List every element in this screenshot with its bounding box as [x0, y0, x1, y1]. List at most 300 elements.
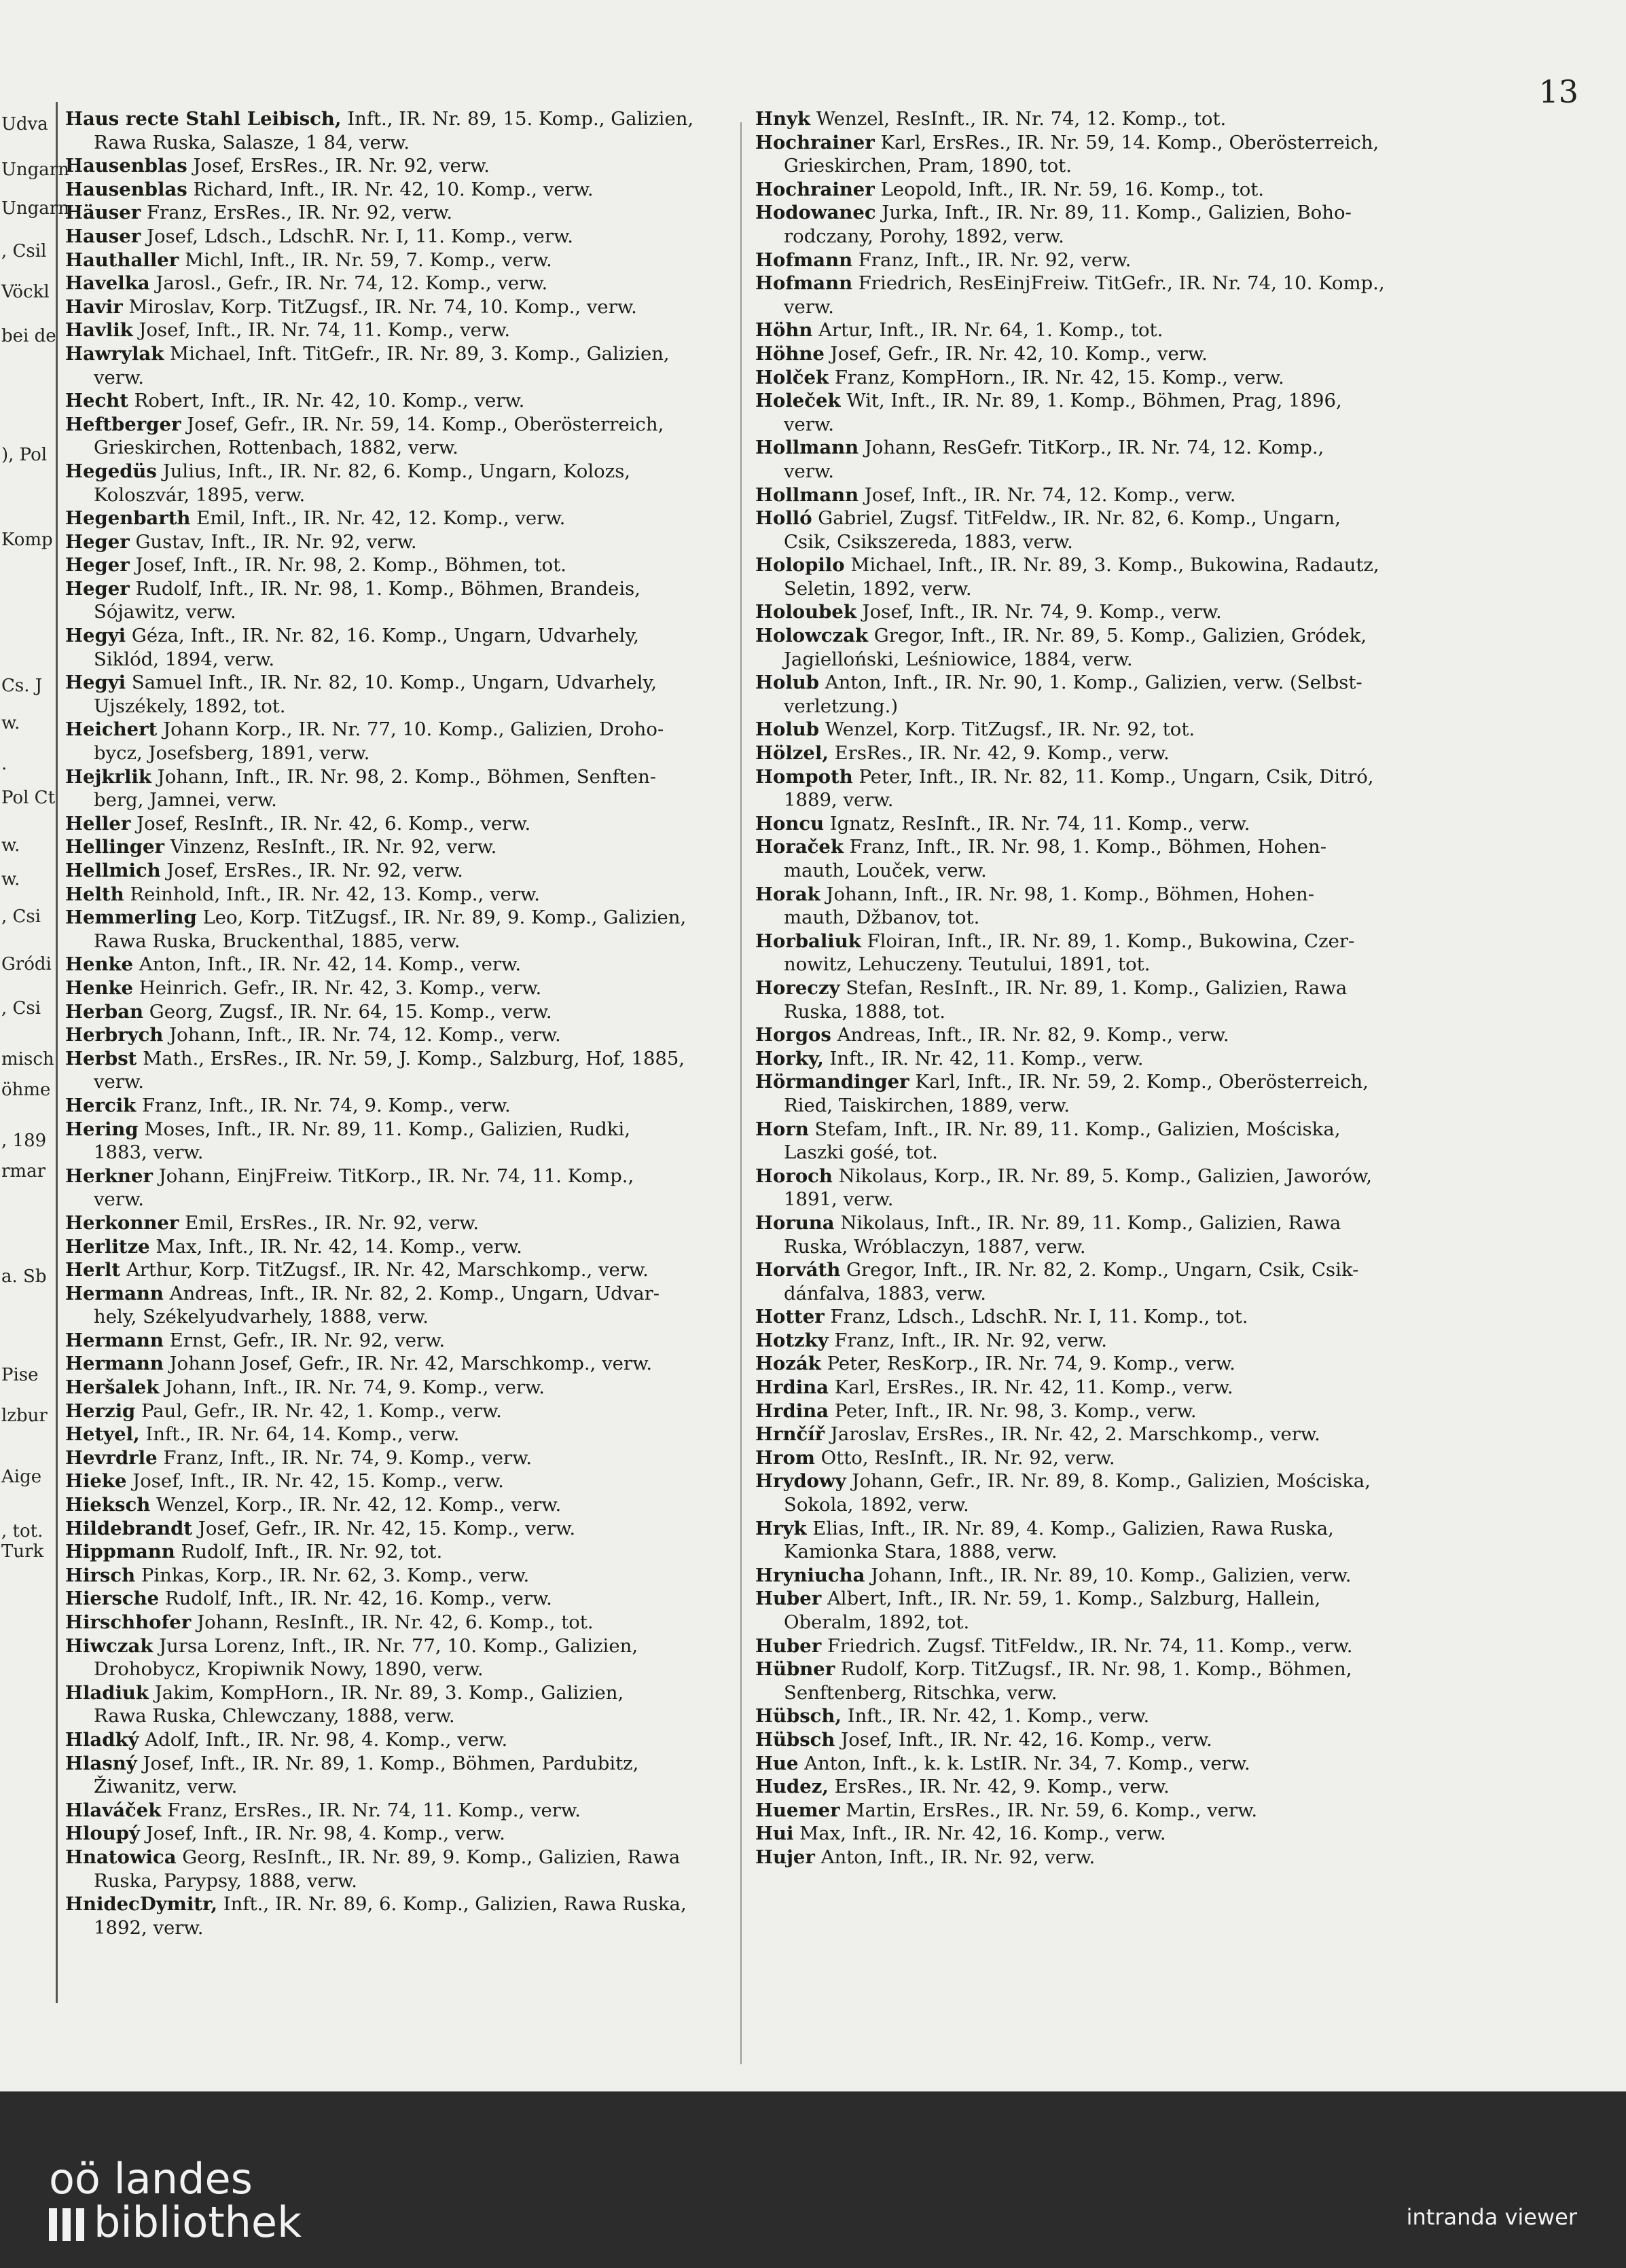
entry-details: ErsRes., IR. Nr. 42, 9. Komp., verw.	[828, 742, 1170, 765]
entry-line	[65, 1540, 751, 1564]
entry-details: Wit, Inft., IR. Nr. 89, 1. Komp., Böhmen, Prag, 1896,	[840, 390, 1342, 412]
entry-details: Rudolf, Inft., IR. Nr. 92, tot.	[175, 1541, 443, 1563]
entry-line	[65, 1611, 751, 1634]
entry-line	[755, 1446, 1441, 1470]
entry-line	[65, 835, 751, 859]
entry-details: Emil, Inft., IR. Nr. 42, 12. Komp., verw.	[190, 507, 566, 530]
entry-details: Josef, ErsRes., IR. Nr. 92, verw.	[187, 155, 490, 177]
entry-line	[65, 742, 751, 765]
entry-details: Nikolaus, Inft., IR. Nr. 89, 11. Komp., Galizien, Rawa	[834, 1211, 1341, 1234]
entry-surname: Hawrylak	[65, 342, 164, 365]
entry-line	[755, 859, 1441, 883]
entry-line	[65, 483, 751, 507]
entry-surname: Hui	[755, 1823, 794, 1845]
entry-details: Jarosl., Gefr., IR. Nr. 74, 12. Komp., verw.	[149, 272, 548, 295]
entry-details: mauth, Louček, verw.	[784, 860, 987, 881]
entry-surname: Hörmandinger	[755, 1071, 909, 1093]
entry-surname: Hirsch	[65, 1564, 136, 1586]
entry-surname: Herban	[65, 1000, 144, 1023]
entry-surname: Hrnčíř	[755, 1423, 825, 1446]
entry-details: Michl, Inft., IR. Nr. 59, 7. Komp., verw.	[179, 249, 552, 271]
entry-details: Rudolf, Inft., IR. Nr. 98, 1. Komp., Böhmen, Brandeis,	[129, 577, 640, 600]
entry-surname: Holoubek	[755, 601, 856, 623]
margin-fragment: bei de	[1, 326, 56, 346]
entry-surname: Hölzel,	[755, 742, 829, 765]
entry-line	[755, 1634, 1441, 1658]
entry-details: mauth, Džbanov, tot.	[784, 907, 980, 929]
entry-details: Kamionka Stara, 1888, verw.	[784, 1541, 1058, 1563]
entry-details: Heinrich. Gefr., IR. Nr. 42, 3. Komp., verw.	[133, 976, 542, 999]
column-divider	[740, 122, 742, 2064]
entry-surname: Hofmann	[755, 272, 853, 295]
entry-line	[755, 1000, 1441, 1024]
entry-surname: Hauthaller	[65, 249, 179, 271]
entry-line	[65, 671, 751, 695]
entry-details: Anton, Inft., IR. Nr. 92, verw.	[814, 1846, 1096, 1868]
entry-line	[65, 1188, 751, 1211]
entry-line	[755, 930, 1441, 953]
entry-surname: Holowczak	[755, 625, 869, 647]
entry-details: Csik, Csikszereda, 1883, verw.	[784, 530, 1073, 553]
entry-line	[65, 600, 751, 624]
entry-details: Franz, Inft., IR. Nr. 98, 1. Komp., Böhmen, Hohen-	[843, 836, 1327, 858]
entry-line	[755, 1799, 1441, 1823]
entry-line	[65, 131, 751, 155]
entry-line	[755, 835, 1441, 859]
entry-surname: Henke	[65, 953, 134, 976]
entry-details: Pinkas, Korp., IR. Nr. 62, 3. Komp., verw.	[135, 1564, 530, 1586]
entry-surname: Hegyi	[65, 625, 126, 647]
entry-details: Jagielloński, Leśniowice, 1884, verw.	[784, 648, 1133, 670]
entry-surname: Hollmann	[755, 483, 859, 506]
entry-line	[65, 507, 751, 530]
entry-details: verletzung.)	[784, 695, 899, 717]
entry-surname: Hejkrlik	[65, 765, 151, 788]
entry-details: Martin, ErsRes., IR. Nr. 59, 6. Komp., verw.	[839, 1799, 1258, 1821]
entry-details: Georg, Zugsf., IR. Nr. 64, 15. Komp., verw.	[143, 1000, 552, 1023]
entry-surname: Hochrainer	[755, 178, 875, 200]
entry-line	[755, 225, 1441, 249]
entry-line	[65, 1728, 751, 1752]
entry-surname: Heršalek	[65, 1376, 160, 1399]
entry-details: Nikolaus, Korp., IR. Nr. 89, 5. Komp., Galizien, Jaworów,	[832, 1165, 1372, 1187]
entry-surname: Hryniucha	[755, 1564, 865, 1586]
entry-details: Josef, Inft., IR. Nr. 42, 16. Komp., verw.	[835, 1728, 1212, 1751]
margin-fragment: w.	[1, 869, 20, 890]
entry-line	[65, 1587, 751, 1611]
entry-line	[755, 1094, 1441, 1118]
entry-details: Stefam, Inft., IR. Nr. 89, 11. Komp., Galizien, Mościska,	[808, 1118, 1341, 1140]
entry-line	[755, 1329, 1441, 1353]
right-column	[755, 107, 1441, 1869]
entry-details: Math., ErsRes., IR. Nr. 59, J. Komp., Salzburg, Hof, 1885,	[137, 1047, 685, 1069]
entry-surname: Hryk	[755, 1517, 807, 1539]
entry-line	[755, 436, 1441, 460]
entry-line	[65, 1493, 751, 1517]
entry-surname: Horuna	[755, 1211, 835, 1234]
entry-line	[755, 1681, 1441, 1705]
entry-details: 1892, verw.	[94, 1916, 204, 1939]
entry-line	[755, 483, 1441, 507]
entry-line	[755, 812, 1441, 836]
entry-details: Peter, Inft., IR. Nr. 82, 11. Komp., Ungarn, Csik, Ditró,	[852, 765, 1374, 788]
entry-details: Ujszékely, 1892, tot.	[94, 695, 286, 717]
margin-fragment: ), Pol	[1, 445, 48, 465]
entry-surname: Hübsch,	[755, 1705, 842, 1727]
entry-line	[65, 1846, 751, 1869]
entry-line	[65, 577, 751, 601]
entry-line	[65, 1094, 751, 1118]
entry-details: Adolf, Inft., IR. Nr. 98, 4. Komp., verw.	[139, 1728, 508, 1751]
entry-details: Jakim, KompHorn., IR. Nr. 89, 3. Komp., Galizien,	[148, 1681, 624, 1704]
entry-line	[755, 342, 1441, 366]
margin-fragment: öhme	[1, 1080, 51, 1100]
entry-line	[755, 1211, 1441, 1235]
entry-surname: Hausenblas	[65, 155, 187, 177]
entry-surname: Hermann	[65, 1329, 164, 1351]
entry-line	[755, 1517, 1441, 1541]
entry-surname: Herkonner	[65, 1211, 179, 1234]
entry-surname: Holček	[755, 366, 829, 388]
entry-details: Albert, Inft., IR. Nr. 59, 1. Komp., Salzburg, Hallein,	[821, 1588, 1321, 1610]
entry-line	[65, 1023, 751, 1047]
entry-line	[65, 1634, 751, 1658]
entry-line	[65, 249, 751, 272]
entry-line	[65, 624, 751, 648]
entry-line	[755, 1493, 1441, 1517]
entry-surname: Hudez,	[755, 1776, 829, 1798]
entry-line	[65, 1658, 751, 1681]
entry-details: Michael, Inft., IR. Nr. 89, 3. Komp., Bukowina, Radautz,	[844, 554, 1379, 577]
entry-line	[755, 1658, 1441, 1681]
entry-surname: Hübsch	[755, 1728, 835, 1751]
entry-details: Oberalm, 1892, tot.	[784, 1611, 970, 1633]
entry-details: Emil, ErsRes., IR. Nr. 92, verw.	[179, 1211, 480, 1234]
entry-surname: Heftberger	[65, 413, 181, 435]
entry-surname: Hellmich	[65, 860, 161, 881]
entry-line	[65, 342, 751, 366]
page-number: 13	[1538, 73, 1578, 110]
entry-surname: Hloupý	[65, 1823, 140, 1845]
entry-details: Inft., IR. Nr. 89, 6. Komp., Galizien, Rawa Ruska,	[217, 1893, 687, 1916]
entry-details: Robert, Inft., IR. Nr. 42, 10. Komp., verw.	[128, 390, 525, 412]
entry-line	[755, 530, 1441, 554]
entry-details: Johann, Inft., IR. Nr. 89, 10. Komp., Galizien, verw.	[865, 1564, 1352, 1586]
entry-line	[65, 1517, 751, 1541]
entry-line	[65, 413, 751, 437]
margin-fragment: , 189	[1, 1131, 47, 1151]
entry-line	[65, 366, 751, 390]
entry-details: Leo, Korp. TitZugsf., IR. Nr. 89, 9. Komp., Galizien,	[196, 907, 687, 929]
entry-details: bycz, Josefsberg, 1891, verw.	[94, 742, 370, 765]
entry-details: Anton, Inft., IR. Nr. 42, 14. Komp., verw.	[133, 953, 522, 976]
entry-details: Gregor, Inft., IR. Nr. 89, 5. Komp., Galizien, Gródek,	[868, 625, 1367, 647]
entry-line	[755, 976, 1441, 1000]
entry-surname: Hujer	[755, 1846, 815, 1868]
entry-line	[755, 1822, 1441, 1846]
entry-line	[65, 1211, 751, 1235]
entry-details: Koloszvár, 1895, verw.	[94, 483, 306, 506]
entry-line	[755, 1611, 1441, 1634]
entry-details: nowitz, Lehuczeny. Teutului, 1891, tot.	[784, 953, 1151, 976]
entry-surname: Hemmerling	[65, 907, 197, 929]
entry-details: Michael, Inft. TitGefr., IR. Nr. 89, 3. Komp., Galizien,	[164, 342, 670, 365]
entry-details: Ruska, Parypsy, 1888, verw.	[94, 1869, 357, 1892]
margin-fragment: .	[1, 754, 7, 774]
entry-details: Gregor, Inft., IR. Nr. 82, 2. Komp., Ungarn, Csik, Csik-	[840, 1259, 1359, 1281]
entry-surname: Horak	[755, 883, 820, 905]
entry-surname: Hildebrandt	[65, 1517, 193, 1539]
margin-fragment: Gródi	[1, 954, 52, 974]
entry-surname: Hegenbarth	[65, 507, 191, 530]
entry-details: Franz, ErsRes., IR. Nr. 92, verw.	[141, 202, 453, 224]
entry-line	[65, 272, 751, 295]
entry-surname: Hausenblas	[65, 178, 187, 200]
entry-details: Ruska, Wróblaczyn, 1887, verw.	[784, 1235, 1086, 1258]
entry-surname: Heger	[65, 577, 130, 600]
entry-details: Rawa Ruska, Salasze, 1 84, verw.	[94, 131, 410, 153]
entry-line	[755, 1728, 1441, 1752]
entry-line	[755, 624, 1441, 648]
entry-line	[65, 953, 751, 976]
entry-details: Seletin, 1892, verw.	[784, 577, 972, 600]
entry-surname: Hlaváček	[65, 1799, 162, 1821]
entry-line	[755, 131, 1441, 155]
entry-details: verw.	[784, 460, 834, 482]
entry-details: Josef, Inft., IR. Nr. 74, 9. Komp., verw.	[856, 601, 1222, 623]
entry-details: Josef, Inft., IR. Nr. 89, 1. Komp., Böhmen, Pardubitz,	[137, 1752, 639, 1774]
entry-details: Gustav, Inft., IR. Nr. 92, verw.	[129, 530, 417, 553]
entry-line	[755, 765, 1441, 789]
entry-line	[755, 1469, 1441, 1493]
entry-details: Siklód, 1894, verw.	[94, 648, 275, 670]
margin-fragment: a. Sb	[1, 1266, 47, 1287]
entry-details: Grieskirchen, Pram, 1890, tot.	[784, 155, 1072, 177]
entry-details: Josef, Inft., IR. Nr. 98, 2. Komp., Böhmen, tot.	[129, 554, 566, 577]
entry-details: Samuel Inft., IR. Nr. 82, 10. Komp., Ungarn, Udvarhely,	[126, 672, 657, 694]
margin-fragment: misch	[1, 1049, 54, 1069]
entry-line	[755, 1047, 1441, 1071]
entry-line	[65, 976, 751, 1000]
entry-line	[65, 1235, 751, 1259]
entry-details: Arthur, Korp. TitZugsf., IR. Nr. 42, Marschkomp., verw.	[120, 1259, 649, 1281]
entry-line	[755, 1023, 1441, 1047]
entry-details: Julius, Inft., IR. Nr. 82, 6. Komp., Ungarn, Kolozs,	[156, 460, 631, 482]
entry-details: Rudolf, Inft., IR. Nr. 42, 16. Komp., verw.	[159, 1588, 552, 1610]
entry-surname: Hompoth	[755, 765, 853, 788]
entry-surname: Herzig	[65, 1400, 136, 1422]
entry-details: Inft., IR. Nr. 64, 14. Komp., verw.	[139, 1423, 460, 1446]
entry-line	[65, 859, 751, 883]
entry-line	[755, 1540, 1441, 1564]
entry-surname: Holopilo	[755, 554, 845, 577]
entry-line	[755, 1752, 1441, 1776]
entry-line	[755, 154, 1441, 178]
entry-details: Floiran, Inft., IR. Nr. 89, 1. Komp., Bukowina, Czer-	[861, 930, 1355, 952]
entry-details: dánfalva, 1883, verw.	[784, 1282, 986, 1304]
entry-surname: HnidecDymitr,	[65, 1893, 218, 1916]
entry-details: Inft., IR. Nr. 42, 1. Komp., verw.	[842, 1705, 1150, 1727]
entry-line	[755, 1282, 1441, 1306]
entry-details: 1883, verw.	[94, 1141, 204, 1164]
entry-details: Stefan, ResInft., IR. Nr. 89, 1. Komp., Galizien, Rawa	[839, 976, 1348, 999]
entry-line	[65, 1446, 751, 1470]
margin-fragment: Cs. J	[1, 676, 43, 696]
entry-line	[755, 577, 1441, 601]
entry-details: verw.	[94, 1071, 144, 1093]
entry-line	[65, 1564, 751, 1588]
entry-surname: Hozák	[755, 1353, 821, 1375]
entry-details: Johann, Inft., IR. Nr. 98, 1. Komp., Böhmen, Hohen-	[820, 883, 1315, 905]
margin-fragment: Pise	[1, 1365, 39, 1385]
entry-details: Artur, Inft., IR. Nr. 64, 1. Komp., tot.	[812, 319, 1163, 342]
entry-line	[65, 1681, 751, 1705]
entry-surname: Horváth	[755, 1259, 841, 1281]
entry-surname: Horbaliuk	[755, 930, 861, 952]
entry-surname: Hodowanec	[755, 202, 876, 224]
entry-details: hely, Székelyudvarhely, 1888, verw.	[94, 1306, 429, 1328]
left-column	[65, 107, 751, 1939]
entry-line	[65, 107, 751, 131]
entry-line	[65, 1258, 751, 1282]
entry-details: Ried, Taiskirchen, 1889, verw.	[784, 1094, 1070, 1116]
margin-fragment: rmar	[1, 1161, 46, 1182]
entry-surname: Holub	[755, 718, 819, 741]
entry-details: Leopold, Inft., IR. Nr. 59, 16. Komp., tot.	[874, 178, 1265, 200]
entry-line	[65, 788, 751, 812]
entry-line	[755, 1188, 1441, 1211]
entry-surname: Hevrdrle	[65, 1446, 158, 1469]
entry-details: verw.	[784, 295, 834, 318]
entry-line	[65, 1916, 751, 1940]
entry-line	[755, 883, 1441, 907]
entry-details: Johann Josef, Gefr., IR. Nr. 42, Marschkomp., verw.	[163, 1353, 653, 1375]
entry-line	[65, 695, 751, 718]
entry-surname: Heger	[65, 530, 130, 553]
entry-line	[755, 366, 1441, 390]
entry-surname: Hrdina	[755, 1400, 829, 1422]
entry-surname: Höhne	[755, 342, 825, 365]
entry-line	[65, 1469, 751, 1493]
entry-line	[65, 436, 751, 460]
entry-line	[65, 930, 751, 953]
margin-fragment: Ungarn	[1, 198, 69, 219]
entry-line	[755, 272, 1441, 295]
entry-details: Max, Inft., IR. Nr. 42, 14. Komp., verw.	[149, 1235, 522, 1258]
entry-details: Karl, ErsRes., IR. Nr. 59, 14. Komp., Oberösterreich,	[874, 131, 1379, 153]
entry-line	[755, 671, 1441, 695]
entry-line	[755, 1775, 1441, 1799]
margin-fragment: Vöckl	[1, 282, 50, 302]
entry-surname: Hnatowica	[65, 1846, 177, 1868]
entry-surname: Huber	[755, 1588, 822, 1610]
entry-details: Josef, Gefr., IR. Nr. 42, 10. Komp., verw.	[824, 342, 1208, 365]
entry-surname: Huemer	[755, 1799, 840, 1821]
entry-details: Ignatz, ResInft., IR. Nr. 74, 11. Komp., verw.	[824, 812, 1250, 835]
entry-line	[755, 178, 1441, 202]
entry-details: Inft., IR. Nr. 89, 15. Komp., Galizien,	[341, 108, 694, 130]
entry-details: Žiwanitz, verw.	[94, 1776, 238, 1798]
entry-details: Jurka, Inft., IR. Nr. 89, 11. Komp., Galizien, Boho-	[875, 202, 1352, 224]
entry-details: Drohobycz, Kropiwnik Nowy, 1890, verw.	[94, 1658, 484, 1681]
entry-details: Franz, KompHorn., IR. Nr. 42, 15. Komp., verw.	[829, 366, 1284, 388]
entry-details: berg, Jamnei, verw.	[94, 789, 277, 811]
entry-line	[755, 1587, 1441, 1611]
entry-details: Josef, Inft., IR. Nr. 74, 12. Komp., verw.	[859, 483, 1236, 506]
library-logo[interactable]	[49, 2154, 302, 2247]
margin-fragment: Turk	[1, 1541, 44, 1562]
entry-line	[65, 295, 751, 319]
entry-line	[755, 1141, 1441, 1165]
entry-line	[65, 1752, 751, 1776]
entry-surname: Hermann	[65, 1282, 164, 1304]
entry-surname: Hegedüs	[65, 460, 157, 482]
entry-surname: Herlitze	[65, 1235, 150, 1258]
entry-line	[65, 1799, 751, 1823]
entry-details: Andreas, Inft., IR. Nr. 82, 2. Komp., Ungarn, Udvar-	[163, 1282, 660, 1304]
entry-surname: Hochrainer	[755, 131, 875, 153]
entry-details: Rawa Ruska, Bruckenthal, 1885, verw.	[94, 930, 460, 952]
entry-details: Josef, Ldsch., LdschR. Nr. I, 11. Komp., verw.	[141, 225, 573, 247]
entry-line	[65, 1423, 751, 1446]
entry-details: Sokola, 1892, verw.	[784, 1494, 969, 1516]
entry-details: Georg, ResInft., IR. Nr. 89, 9. Komp., Galizien, Rawa	[176, 1846, 681, 1868]
entry-details: Josef, ResInft., IR. Nr. 42, 6. Komp., verw.	[130, 812, 531, 835]
entry-surname: Horeczy	[755, 976, 840, 999]
margin-fragment: Pol Ct	[1, 788, 56, 808]
entry-details: Rawa Ruska, Chlewczany, 1888, verw.	[94, 1705, 455, 1727]
entry-line	[65, 1165, 751, 1188]
entry-line	[65, 318, 751, 342]
entry-surname: Holeček	[755, 390, 841, 412]
entry-line	[65, 154, 751, 178]
entry-details: Karl, Inft., IR. Nr. 59, 2. Komp., Oberösterreich,	[909, 1071, 1369, 1093]
entry-surname: Havelka	[65, 272, 150, 295]
entry-details: Karl, ErsRes., IR. Nr. 42, 11. Komp., verw.	[828, 1376, 1233, 1399]
entry-line	[755, 1235, 1441, 1259]
entry-details: Jaroslav, ErsRes., IR. Nr. 42, 2. Marschkomp., verw.	[825, 1423, 1320, 1446]
entry-line	[755, 742, 1441, 765]
entry-details: Peter, ResKorp., IR. Nr. 74, 9. Komp., verw.	[820, 1353, 1235, 1375]
entry-surname: Hrdina	[755, 1376, 829, 1399]
entry-details: Johann, ResInft., IR. Nr. 42, 6. Komp., tot.	[191, 1611, 594, 1633]
entry-line	[65, 1141, 751, 1165]
margin-fragment: Udva	[1, 114, 48, 134]
margin-fragment: , Csi	[1, 907, 41, 927]
viewer-label: intranda viewer	[1406, 2204, 1577, 2230]
entry-line	[755, 1258, 1441, 1282]
entry-surname: Horoch	[755, 1165, 833, 1187]
entry-details: Josef, Inft., IR. Nr. 98, 4. Komp., verw.	[139, 1823, 505, 1845]
entry-surname: Hue	[755, 1752, 799, 1774]
entry-surname: Hübner	[755, 1658, 835, 1681]
entry-details: Andreas, Inft., IR. Nr. 82, 9. Komp., verw.	[831, 1024, 1229, 1046]
entry-details: Josef, Gefr., IR. Nr. 59, 14. Komp., Oberösterreich,	[181, 413, 664, 435]
entry-details: Wenzel, Korp. TitZugsf., IR. Nr. 92, tot.	[819, 718, 1195, 741]
entry-line	[65, 1282, 751, 1306]
entry-line	[755, 389, 1441, 413]
entry-details: verw.	[784, 413, 834, 435]
entry-line	[65, 225, 751, 249]
entry-details: Laszki gośé, tot.	[784, 1141, 938, 1164]
margin-fragment: w.	[1, 713, 20, 733]
entry-line	[65, 1352, 751, 1376]
entry-surname: Henke	[65, 976, 134, 999]
entry-surname: Hieke	[65, 1470, 127, 1493]
viewer-footer	[0, 2091, 1626, 2268]
entry-surname: Hnyk	[755, 108, 811, 130]
margin-fragment: , Csi	[1, 998, 41, 1019]
